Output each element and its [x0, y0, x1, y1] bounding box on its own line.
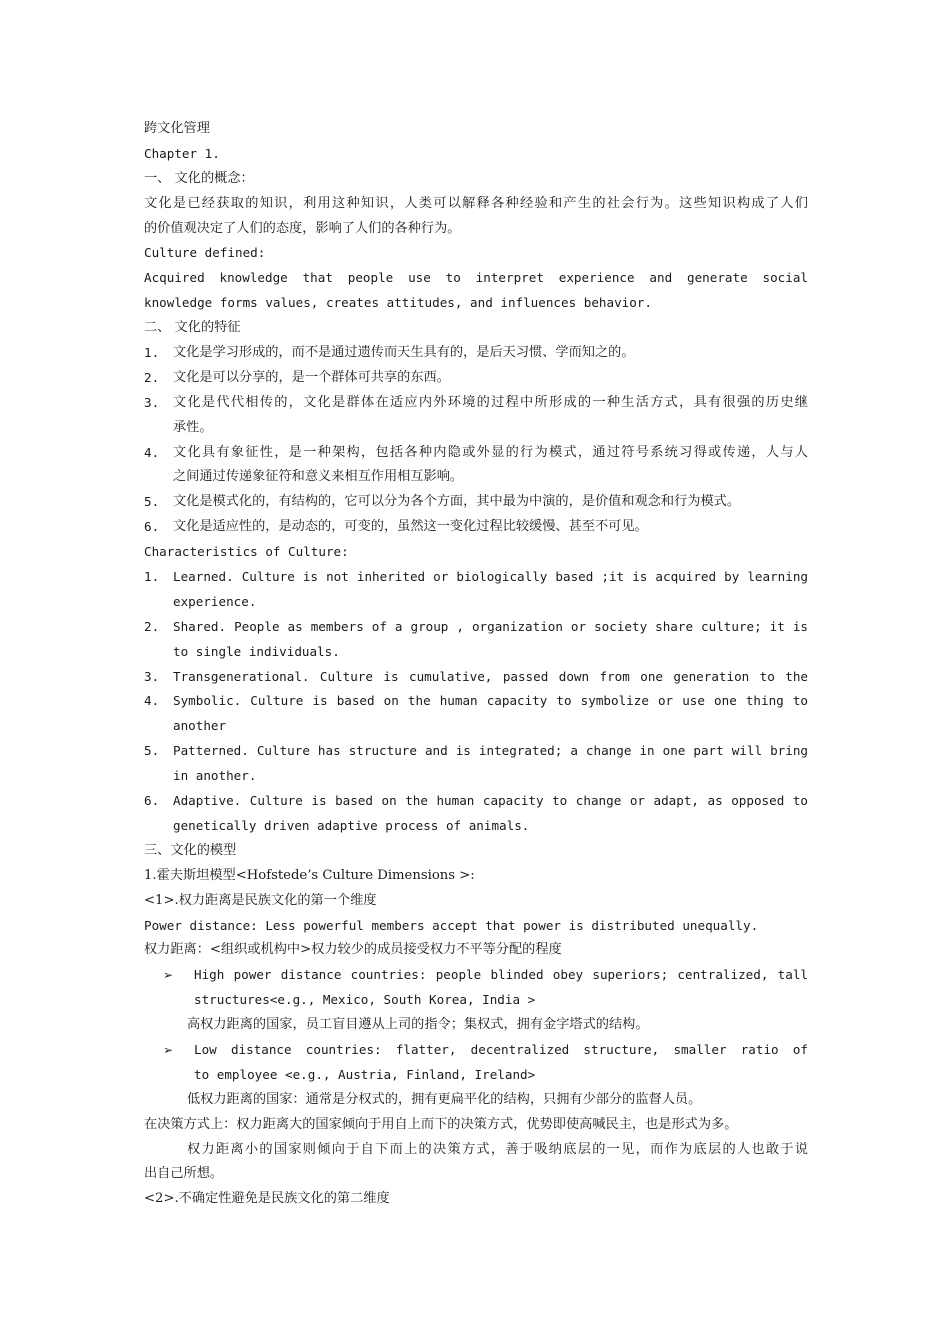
list-number: 2. [144, 369, 160, 385]
list-item [144, 515, 808, 540]
section-heading-1: 一、 文化的概念： [144, 170, 254, 186]
list-item [144, 615, 808, 665]
list-item [144, 739, 808, 789]
list-text: Learned. Culture is not inherited or biologically based ;it is acquired by learning [173, 569, 808, 585]
list-text: Shared. People as members of a group , organization or society share culture; it is [173, 618, 808, 634]
paragraph-line: 的价值观决定了人们的态度，影响了人们的各种行为。 [144, 220, 461, 236]
list-number: 5. [144, 494, 160, 510]
bullet-translation: 低权力距离的国家：通常是分权式的，拥有更扁平化的结构，只拥有少部分的监督人员。 [187, 1091, 702, 1107]
bullet-text: Low distance countries: flatter, decentralized structure, smaller ratio of [194, 1041, 808, 1057]
list-number: 2. [144, 618, 160, 634]
power-distance-definition-en: Power distance: Less powerful members accept that power is distributed unequally. [144, 917, 759, 933]
list-number: 6. [144, 793, 160, 809]
bullet-text: structures<e.g., Mexico, South Korea, India > [194, 992, 536, 1008]
bullet-text: High power distance countries: people blinded obey superiors; centralized, tall [194, 967, 808, 983]
paragraph-line: 权力距离小的国家则倾向于自下而上的决策方式，善于吸纳底层的一见，而作为底层的人也敢于说 [187, 1141, 808, 1157]
list-item [144, 391, 808, 441]
list-item [144, 689, 808, 739]
list-number: 3. [144, 394, 160, 410]
list-text: experience. [173, 593, 257, 609]
list-text: Symbolic. Culture is based on the human capacity to symbolize or use one thing to [173, 693, 808, 709]
paragraph-line: knowledge forms values, creates attitudes, and influences behavior. [144, 295, 652, 311]
list-text: another [173, 718, 227, 734]
characteristics-heading: Characteristics of Culture: [144, 544, 349, 560]
list-item [144, 490, 808, 515]
arrow-bullet-icon: ➢ [163, 968, 174, 983]
list-number: 1. [144, 569, 160, 585]
bullet-item [144, 963, 808, 1013]
arrow-bullet-icon: ➢ [163, 1042, 174, 1057]
bullet-text: to employee <e.g., Austria, Finland, Ireland> [194, 1066, 536, 1082]
paragraph-line: Acquired knowledge that people use to interpret experience and generate social [144, 270, 808, 286]
list-text: 文化具有象征性，是一种架构，包括各种内隐或外显的行为模式，通过符号系统习得或传递，人与人 [173, 444, 808, 460]
list-item [144, 665, 808, 690]
list-number: 3. [144, 668, 160, 684]
list-number: 6. [144, 519, 160, 535]
hofstede-heading: 1.霍夫斯坦模型<Hofstede’s Culture Dimensions >: [144, 867, 475, 883]
dimension-2-heading: <2>.不确定性避免是民族文化的第二维度 [144, 1191, 390, 1207]
bullet-translation: 高权力距离的国家，员工盲目遵从上司的指令；集权式，拥有金字塔式的结构。 [187, 1017, 649, 1033]
list-text: 文化是代代相传的，文化是群体在适应内外环境的过程中所形成的一种生活方式，具有很强的历史继 [173, 394, 808, 410]
list-text: 文化是学习形成的，而不是通过遗传而天生具有的，是后天习惯、学而知之的。 [173, 345, 635, 361]
document-title: 跨文化管理 [144, 121, 210, 136]
list-text: 文化是适应性的，是动态的，可变的，虽然这一变化过程比较缓慢、甚至不可见。 [173, 519, 648, 535]
list-text: to single individuals. [173, 643, 340, 659]
list-text: 承性。 [173, 419, 213, 435]
dimension-1-heading: <1>.权力距离是民族文化的第一个维度 [144, 892, 377, 908]
list-text: 之间通过传递象征符和意义来相互作用相互影响。 [173, 469, 464, 485]
chapter-label: Chapter 1. [144, 145, 220, 161]
culture-defined-heading: Culture defined: [144, 245, 266, 261]
list-text: 文化是模式化的，有结构的，它可以分为各个方面，其中最为中演的，是价值和观念和行为模式。 [173, 494, 741, 510]
list-item [144, 341, 808, 366]
list-number: 5. [144, 743, 160, 759]
list-text: Adaptive. Culture is based on the human capacity to change or adapt, as opposed to [173, 793, 808, 809]
list-item [144, 789, 808, 839]
section-heading-3: 三、文化的模型 [144, 842, 237, 858]
power-distance-definition-cn: 权力距离：<组织或机构中>权力较少的成员接受权力不平等分配的程度 [144, 942, 562, 958]
list-item [144, 441, 808, 491]
list-text: Transgenerational. Culture is cumulative, passed down from one generation to the [173, 668, 808, 684]
list-text: genetically driven adaptive process of animals. [173, 817, 530, 833]
list-text: 文化是可以分享的，是一个群体可共享的东西。 [173, 369, 450, 385]
paragraph-line: 在决策方式上：权力距离大的国家倾向于用自上而下的决策方式，优势即使高喊民主，也是形式为多。 [144, 1116, 738, 1132]
list-number: 4. [144, 693, 160, 709]
list-item [144, 565, 808, 615]
paragraph-line: 出自己所想。 [144, 1166, 224, 1182]
list-number: 4. [144, 444, 160, 460]
document-page [144, 117, 808, 1212]
list-number: 1. [144, 345, 160, 361]
list-text: in another. [173, 768, 257, 784]
bullet-item [144, 1038, 808, 1088]
list-item [144, 366, 808, 391]
paragraph-line: 文化是已经获取的知识，利用这种知识，人类可以解释各种经验和产生的社会行为。这些知识构成了人们 [144, 195, 808, 211]
list-text: Patterned. Culture has structure and is integrated; a change in one part will bring [173, 743, 808, 759]
section-heading-2: 二、 文化的特征 [144, 320, 241, 336]
